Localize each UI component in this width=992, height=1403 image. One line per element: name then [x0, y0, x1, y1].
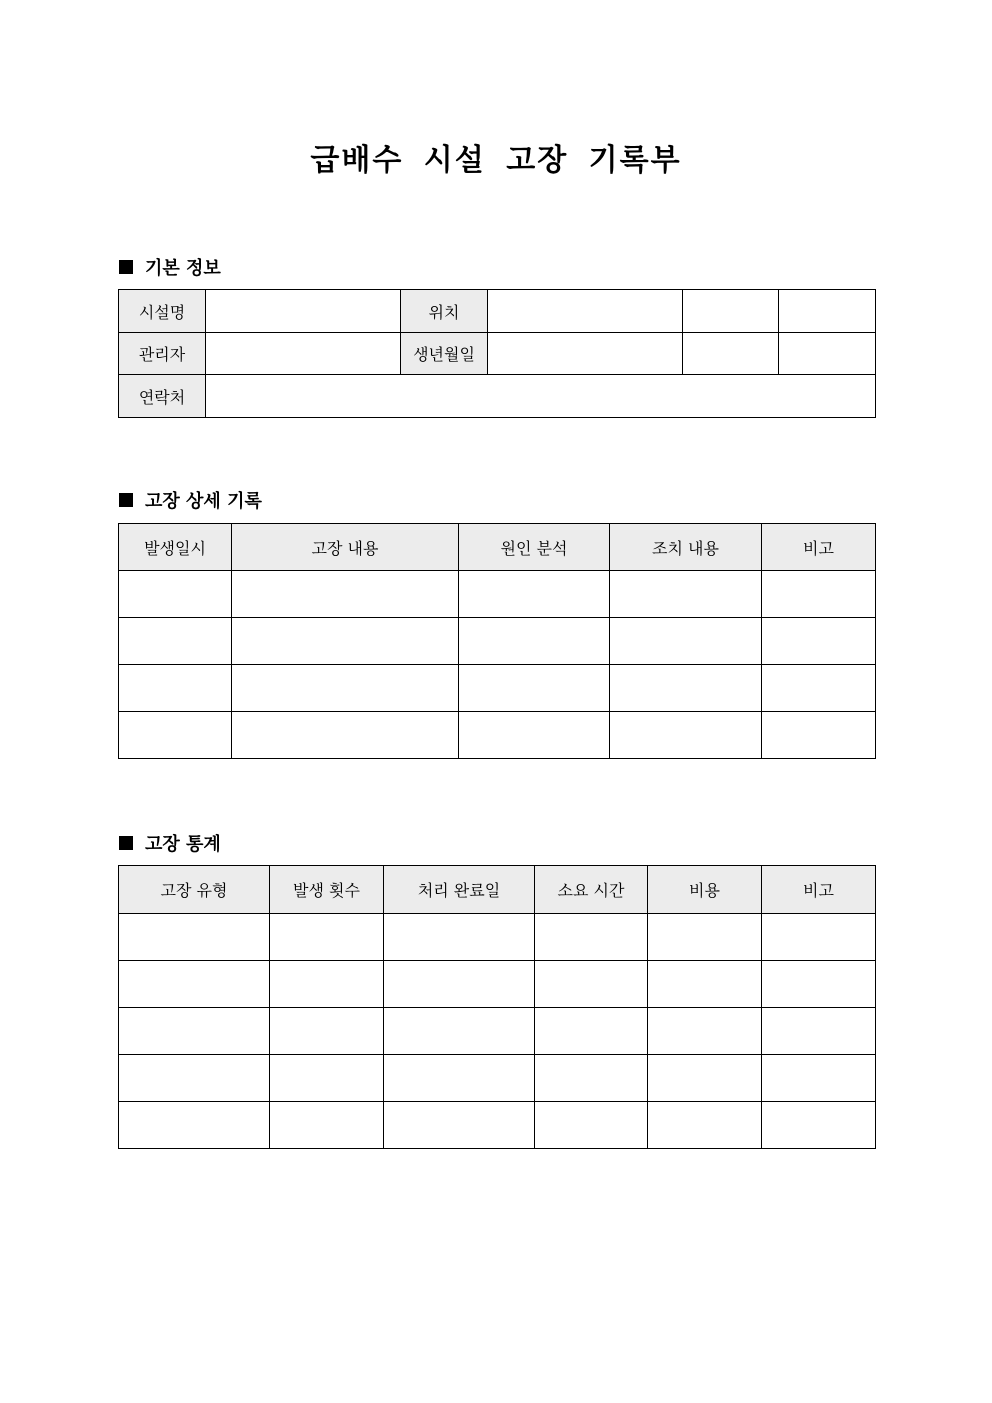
section-heading-text: 기본 정보 — [145, 258, 221, 279]
table-cell[interactable] — [762, 712, 876, 759]
table-cell[interactable] — [119, 914, 270, 961]
table-row — [119, 571, 876, 618]
table-cell[interactable] — [119, 1055, 270, 1102]
column-header: 비고 — [762, 866, 876, 914]
table-cell[interactable] — [232, 712, 459, 759]
table-cell[interactable] — [384, 1055, 535, 1102]
column-header: 발생일시 — [119, 524, 232, 571]
table-header-row — [119, 866, 876, 914]
table-row — [119, 290, 876, 333]
table-cell[interactable] — [762, 618, 876, 665]
table-cell[interactable] — [270, 961, 384, 1008]
label-location: 위치 — [401, 290, 488, 333]
column-header: 소요 시간 — [535, 866, 648, 914]
table-cell[interactable] — [119, 618, 232, 665]
label-birthdate: 생년월일 — [401, 333, 488, 375]
table-cell[interactable] — [459, 571, 610, 618]
section-heading-text: 고장 통계 — [145, 834, 221, 855]
table-cell[interactable] — [648, 961, 762, 1008]
section-heading-text: 고장 상세 기록 — [145, 491, 262, 512]
table-row — [119, 961, 876, 1008]
location-field[interactable] — [488, 290, 683, 333]
facility-name-field[interactable] — [206, 290, 401, 333]
table-cell[interactable] — [762, 571, 876, 618]
manager-field[interactable] — [206, 333, 401, 375]
section-heading-failure-details — [119, 487, 262, 513]
table-row — [119, 914, 876, 961]
square-bullet-icon — [119, 836, 133, 850]
label-manager: 관리자 — [119, 333, 206, 375]
table-cell[interactable] — [648, 1055, 762, 1102]
table-cell[interactable] — [232, 571, 459, 618]
table-cell[interactable] — [119, 961, 270, 1008]
table-cell[interactable] — [648, 1008, 762, 1055]
column-header: 고장 유형 — [119, 866, 270, 914]
table-cell[interactable] — [384, 961, 535, 1008]
document-title: 급배수 시설 고장 기록부 — [310, 143, 682, 178]
table-cell[interactable] — [232, 618, 459, 665]
table-header-row — [119, 524, 876, 571]
birthdate-field[interactable] — [488, 333, 683, 375]
table-cell[interactable] — [535, 1008, 648, 1055]
label-contact: 연락처 — [119, 375, 206, 418]
table-row — [119, 375, 876, 418]
table-cell[interactable] — [459, 665, 610, 712]
extra-field[interactable] — [683, 333, 779, 375]
table-row — [119, 1055, 876, 1102]
table-cell[interactable] — [762, 1102, 876, 1149]
table-cell[interactable] — [762, 961, 876, 1008]
table-cell[interactable] — [384, 1008, 535, 1055]
table-row — [119, 1008, 876, 1055]
table-cell[interactable] — [535, 961, 648, 1008]
table-cell[interactable] — [270, 914, 384, 961]
table-cell[interactable] — [459, 712, 610, 759]
table-row — [119, 665, 876, 712]
table-cell[interactable] — [119, 571, 232, 618]
table-cell[interactable] — [270, 1055, 384, 1102]
table-cell[interactable] — [535, 1102, 648, 1149]
table-cell[interactable] — [384, 914, 535, 961]
table-cell[interactable] — [270, 1102, 384, 1149]
label-facility-name: 시설명 — [119, 290, 206, 333]
extra-field[interactable] — [779, 333, 876, 375]
table-cell[interactable] — [459, 618, 610, 665]
section-heading-failure-stats — [119, 830, 221, 856]
column-header: 처리 완료일 — [384, 866, 535, 914]
table-cell[interactable] — [535, 1055, 648, 1102]
table-cell[interactable] — [270, 1008, 384, 1055]
table-row — [119, 618, 876, 665]
table-row — [119, 712, 876, 759]
table-cell[interactable] — [648, 1102, 762, 1149]
table-cell[interactable] — [762, 665, 876, 712]
table-row — [119, 1102, 876, 1149]
column-header: 고장 내용 — [232, 524, 459, 571]
table-cell[interactable] — [610, 665, 762, 712]
table-cell[interactable] — [119, 1008, 270, 1055]
table-cell[interactable] — [762, 1055, 876, 1102]
basic-info-table — [118, 289, 876, 418]
column-header: 원인 분석 — [459, 524, 610, 571]
failure-stats-table — [118, 865, 876, 1149]
table-cell[interactable] — [535, 914, 648, 961]
column-header: 조치 내용 — [610, 524, 762, 571]
table-cell[interactable] — [610, 712, 762, 759]
column-header: 비고 — [762, 524, 876, 571]
table-cell[interactable] — [232, 665, 459, 712]
failure-details-table — [118, 523, 876, 759]
table-cell[interactable] — [762, 914, 876, 961]
table-cell[interactable] — [384, 1102, 535, 1149]
table-cell[interactable] — [119, 712, 232, 759]
extra-field[interactable] — [779, 290, 876, 333]
table-cell[interactable] — [610, 618, 762, 665]
table-cell[interactable] — [119, 665, 232, 712]
column-header: 비용 — [648, 866, 762, 914]
table-cell[interactable] — [762, 1008, 876, 1055]
column-header: 발생 횟수 — [270, 866, 384, 914]
table-cell[interactable] — [119, 1102, 270, 1149]
contact-field[interactable] — [206, 375, 876, 418]
section-heading-basic-info — [119, 254, 221, 280]
square-bullet-icon — [119, 493, 133, 507]
table-cell[interactable] — [648, 914, 762, 961]
extra-field[interactable] — [683, 290, 779, 333]
square-bullet-icon — [119, 260, 133, 274]
table-row — [119, 333, 876, 375]
table-cell[interactable] — [610, 571, 762, 618]
